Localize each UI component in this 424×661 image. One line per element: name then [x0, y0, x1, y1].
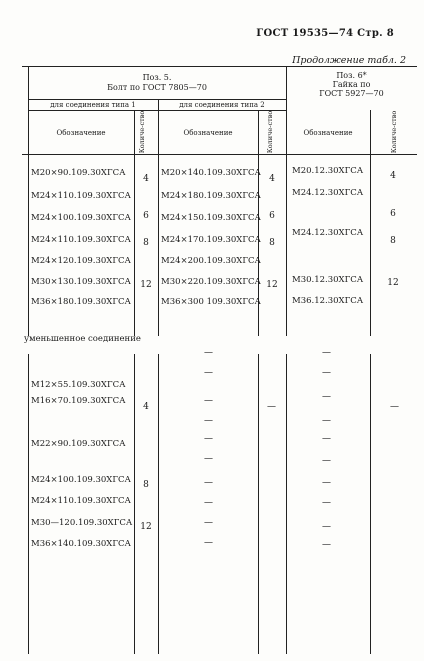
dash: — [390, 402, 399, 412]
table-cell: М30×130.109.30ХГСА [31, 277, 131, 287]
section-label: уменьшенное соединение [24, 334, 141, 344]
table-cell: М36×300 109.30ХГСА [161, 297, 261, 307]
rule [22, 154, 417, 155]
quantity: 12 [140, 280, 152, 290]
dash: — [322, 498, 331, 508]
quantity: 6 [390, 209, 396, 219]
quantity: 8 [143, 480, 149, 490]
subheader-type2: для соединения типа 2 [179, 101, 265, 109]
dash: — [204, 498, 213, 508]
rule [158, 354, 159, 654]
table-cell: М24×150.109.30ХГСА [161, 213, 261, 223]
column-header: Количе-ство [266, 110, 274, 154]
bolt-table [22, 66, 417, 661]
table-continuation-label: Продолжение табл. 2 [292, 55, 406, 66]
table-cell: М24×100.109.30ХГСА [31, 213, 131, 223]
group-header-nut: Поз. 6* [336, 71, 367, 80]
page-header: ГОСТ 19535—74 Стр. 8 [256, 28, 394, 39]
table-cell: М30.12.30ХГСА [292, 275, 364, 285]
rule [370, 110, 371, 336]
table-cell: М24×170.109.30ХГСА [161, 235, 261, 245]
quantity: 4 [390, 171, 396, 181]
table-cell: М16×70.109.30ХГСА [31, 396, 126, 406]
table-cell: М24×120.109.30ХГСА [31, 256, 131, 266]
dash: — [204, 348, 213, 358]
rule [134, 354, 135, 654]
dash: — [204, 434, 213, 444]
rule [286, 354, 287, 654]
table-cell: М36.12.30ХГСА [292, 296, 364, 306]
table-cell: М24×110.109.30ХГСА [31, 191, 131, 201]
table-cell: М24.12.30ХГСА [292, 188, 364, 198]
table-cell: М24.12.30ХГСА [292, 228, 364, 238]
table-cell: М30×220.109.30ХГСА [161, 277, 261, 287]
quantity: 4 [143, 174, 149, 184]
rule [28, 110, 286, 111]
dash: — [322, 392, 331, 402]
dash: — [204, 396, 213, 406]
group-header-bolt: Поз. 5. [142, 73, 172, 82]
group-header-bolt: Болт по ГОСТ 7805—70 [107, 83, 207, 92]
dash: — [322, 522, 331, 532]
table-cell: М24×200.109.30ХГСА [161, 256, 261, 266]
table-cell: М12×55.109.30ХГСА [31, 380, 126, 390]
quantity: 8 [143, 238, 149, 248]
quantity: 12 [266, 280, 278, 290]
group-header-nut: ГОСТ 5927—70 [319, 89, 384, 98]
table-cell: М20×140.109.30ХГСА [161, 168, 261, 178]
dash: — [204, 518, 213, 528]
dash: — [267, 402, 276, 412]
table-cell: М20.12.30ХГСА [292, 166, 364, 176]
dash: — [322, 348, 331, 358]
dash: — [204, 416, 213, 426]
table-cell: М24×180.109.30ХГСА [161, 191, 261, 201]
dash: — [204, 478, 213, 488]
quantity: 12 [140, 522, 152, 532]
group-header-nut: Гайка по [332, 80, 371, 89]
column-header: Обозначение [303, 129, 353, 137]
rule [258, 354, 259, 654]
column-header: Количе-ство [390, 110, 398, 154]
quantity: 4 [143, 402, 149, 412]
dash: — [204, 368, 213, 378]
dash: — [322, 368, 331, 378]
table-cell: М22×90.109.30ХГСА [31, 439, 126, 449]
dash: — [322, 478, 331, 488]
table-cell: М24×100.109.30ХГСА [31, 475, 131, 485]
dash: — [204, 538, 213, 548]
quantity: 8 [390, 236, 396, 246]
rule [22, 66, 417, 67]
dash: — [322, 416, 331, 426]
table-cell: М20×90.109.30ХГСА [31, 168, 126, 178]
column-header: Обозначение [56, 129, 106, 137]
dash: — [322, 456, 331, 466]
table-cell: М36×180.109.30ХГСА [31, 297, 131, 307]
dash: — [322, 434, 331, 444]
table-cell: М24×110.109.30ХГСА [31, 235, 131, 245]
table-cell: М30—120.109.30ХГСА [31, 518, 133, 528]
column-header: Обозначение [183, 129, 233, 137]
quantity: 4 [269, 174, 275, 184]
rule [370, 354, 371, 654]
quantity: 12 [387, 278, 399, 288]
rule [134, 110, 135, 336]
dash: — [322, 540, 331, 550]
table-cell: М36×140.109.30ХГСА [31, 539, 131, 549]
column-header: Количе-ство [138, 110, 146, 154]
table-cell: М24×110.109.30ХГСА [31, 496, 131, 506]
rule [28, 99, 286, 100]
rule [28, 354, 29, 654]
quantity: 6 [269, 211, 275, 221]
dash: — [204, 454, 213, 464]
rule [286, 66, 287, 336]
subheader-type1: для соединения типа 1 [50, 101, 136, 109]
quantity: 6 [143, 211, 149, 221]
quantity: 8 [269, 238, 275, 248]
